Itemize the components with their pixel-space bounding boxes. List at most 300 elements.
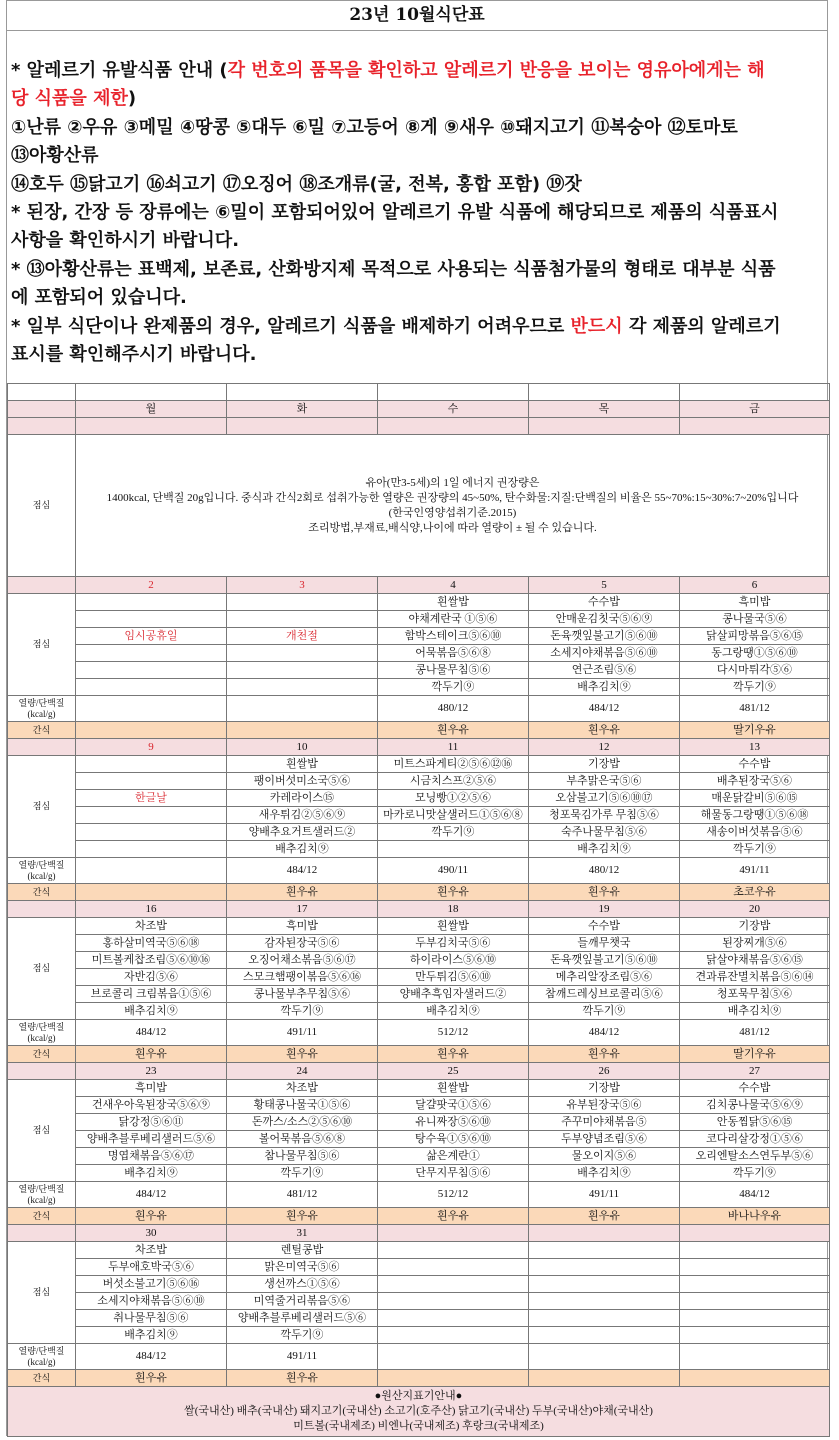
snack-item: 흰우유 (227, 884, 378, 901)
menu-item (680, 1276, 830, 1293)
snack-item (227, 722, 378, 739)
header-spacer-row (8, 418, 830, 435)
menu-item: 미트스파게티②⑤⑥⑫⑯ (378, 756, 529, 773)
notice-sulfite-b: 에 포함되어 있습니다. (11, 287, 187, 309)
energy-guideline: 유아(만3-5세)의 1일 에너지 권장량은 1400kcal, 단백질 20g입니다. 중식과 간식2회로 섭취가능한 열량은 권장량의 45~50%, 탄수화물:지질:단백질의 비율은 55~70%:15~30%:7~20%입니다 (한국인영양섭취기준.2015) 조리방법,부재료,배식양,나이에 따라 열량이 ± 될 수 있습니다. (76, 435, 830, 577)
menu-item: 기장밥 (529, 756, 680, 773)
menu-row (8, 1165, 830, 1182)
menu-item (680, 1310, 830, 1327)
notice-sauce-a: * 된장, 간장 등 장류에는 ⑥밀이 포함되어있어 알레르기 유발 식품에 해당되므로 제품의 식품표시 (11, 202, 779, 224)
energy-value: 490/11 (378, 858, 529, 884)
allergen-list-3: ⑭호두 ⑮닭고기 ⑯쇠고기 ⑰오징어 ⑱조개류(굴, 전복, 홍합 포함) ⑲잣 (11, 173, 582, 195)
menu-item: 배추김치⑨ (378, 1003, 529, 1020)
menu-item: 깍두기⑨ (680, 679, 830, 696)
date-cell: 4 (378, 577, 529, 594)
notice-line-1: * 알레르기 유발식품 안내 (각 번호의 품목을 확인하고 알레르기 반응을 보이는 영유아에게는 해 (11, 60, 765, 81)
date-cell: 3 (227, 577, 378, 594)
menu-row (8, 773, 830, 790)
menu-item (529, 1293, 680, 1310)
weekday-mon: 월 (76, 401, 227, 418)
menu-row (8, 824, 830, 841)
menu-item: 마카로니맛살샐러드①⑤⑥⑧ (378, 807, 529, 824)
menu-item: 미트볼케찹조림⑤⑥⑩⑯ (76, 952, 227, 969)
menu-item (378, 1276, 529, 1293)
menu-item: 흰쌀밥 (378, 918, 529, 935)
menu-item: 코다리살강정①⑤⑥ (680, 1131, 830, 1148)
menu-item: 깍두기⑨ (227, 1003, 378, 1020)
menu-item (76, 824, 227, 841)
menu-item: 다시마튀각⑤⑥ (680, 662, 830, 679)
menu-item: 한글날 (76, 790, 227, 807)
snack-item: 딸기우유 (680, 1046, 830, 1063)
notice-line-2: 당 식품을 제한) (11, 88, 137, 110)
menu-item: 취나물무침⑤⑥ (76, 1310, 227, 1327)
menu-item: 돈육깻잎불고기⑤⑥⑩ (529, 952, 680, 969)
menu-row (8, 1293, 830, 1310)
energy-row (8, 1182, 830, 1208)
menu-item (680, 1293, 830, 1310)
energy-value (227, 696, 378, 722)
date-cell: 27 (680, 1063, 830, 1080)
date-cell: 12 (529, 739, 680, 756)
menu-item: 메추리알장조림⑤⑥ (529, 969, 680, 986)
menu-item: 새우튀김②⑤⑥⑨ (227, 807, 378, 824)
energy-value: 481/12 (227, 1182, 378, 1208)
menu-item: 닭살야채볶음⑤⑥⑮ (680, 952, 830, 969)
snack-item: 초코우유 (680, 884, 830, 901)
week-date-row (8, 901, 830, 918)
snack-item: 흰우유 (227, 1046, 378, 1063)
menu-item: 볼어묵볶음⑤⑥⑧ (227, 1131, 378, 1148)
menu-item: 양배추흑임자샐러드② (378, 986, 529, 1003)
menu-item: 배추김치⑨ (76, 1165, 227, 1182)
menu-item: 깍두기⑨ (378, 679, 529, 696)
menu-item: 배추된장국⑤⑥ (680, 773, 830, 790)
menu-row (8, 756, 830, 773)
menu-item: 자반김⑤⑥ (76, 969, 227, 986)
energy-label: 열량/단백질 (kcal/g) (8, 1182, 76, 1208)
menu-item: 주꾸미야채볶음⑤ (529, 1114, 680, 1131)
menu-item: 건새우아욱된장국⑤⑥⑨ (76, 1097, 227, 1114)
menu-item: 생선까스①⑤⑥ (227, 1276, 378, 1293)
menu-item: 어묵볶음⑤⑥⑧ (378, 645, 529, 662)
snack-item: 흰우유 (378, 1046, 529, 1063)
menu-item: 명엽채볶음⑤⑥⑰ (76, 1148, 227, 1165)
menu-row (8, 918, 830, 935)
energy-row (8, 1020, 830, 1046)
energy-row (8, 858, 830, 884)
menu-item: 오리엔탈소스연두부⑤⑥ (680, 1148, 830, 1165)
menu-item: 렌틸콩밥 (227, 1242, 378, 1259)
date-cell: 26 (529, 1063, 680, 1080)
week-date-row (8, 1063, 830, 1080)
menu-item: 기장밥 (529, 1080, 680, 1097)
menu-row (8, 1259, 830, 1276)
menu-row (8, 790, 830, 807)
menu-item: 유니짜장⑤⑥⑩ (378, 1114, 529, 1131)
menu-item: 흰쌀밥 (227, 756, 378, 773)
lunch-label: 점심 (8, 594, 76, 696)
menu-row (8, 1242, 830, 1259)
menu-item (680, 1327, 830, 1344)
date-cell: 11 (378, 739, 529, 756)
monthly-menu-table (7, 383, 830, 1437)
menu-row (8, 986, 830, 1003)
menu-item: 맑은미역국⑤⑥ (227, 1259, 378, 1276)
menu-row (8, 628, 830, 645)
energy-value: 491/11 (529, 1182, 680, 1208)
menu-row (8, 841, 830, 858)
menu-item: 소세지야채볶음⑤⑥⑩ (76, 1293, 227, 1310)
menu-item: 단무지무침⑤⑥ (378, 1165, 529, 1182)
menu-item: 배추김치⑨ (76, 1003, 227, 1020)
menu-item: 배추김치⑨ (76, 1327, 227, 1344)
snack-item: 흰우유 (529, 1208, 680, 1225)
menu-item (227, 594, 378, 611)
menu-item (378, 841, 529, 858)
menu-row (8, 594, 830, 611)
notice-check-b: 표시를 확인해주시기 바랍니다. (11, 344, 257, 366)
menu-item: 콩나물무침⑤⑥ (378, 662, 529, 679)
menu-item: 깍두기⑨ (227, 1327, 378, 1344)
menu-item: 된장찌개⑤⑥ (680, 935, 830, 952)
energy-value: 481/12 (680, 696, 830, 722)
allergen-list-2: ⑬아황산류 (11, 145, 99, 167)
menu-item: 깍두기⑨ (378, 824, 529, 841)
energy-value: 484/12 (76, 1020, 227, 1046)
notice-sauce-b: 사항을 확인하시기 바랍니다. (11, 230, 240, 252)
snack-item: 딸기우유 (680, 722, 830, 739)
menu-item (76, 679, 227, 696)
weekday-wed: 수 (378, 401, 529, 418)
menu-item: 양배추요거트샐러드② (227, 824, 378, 841)
energy-value (76, 858, 227, 884)
energy-value: 491/11 (227, 1020, 378, 1046)
menu-item: 차조밥 (76, 1242, 227, 1259)
menu-row (8, 1327, 830, 1344)
date-cell: 17 (227, 901, 378, 918)
menu-item (227, 679, 378, 696)
date-cell: 30 (76, 1225, 227, 1242)
menu-item: 개천절 (227, 628, 378, 645)
menu-item: 오삼불고기⑤⑥⑩⑰ (529, 790, 680, 807)
menu-row (8, 611, 830, 628)
date-cell: 31 (227, 1225, 378, 1242)
menu-item: 수수밥 (529, 918, 680, 935)
date-cell: 9 (76, 739, 227, 756)
energy-value: 480/12 (529, 858, 680, 884)
notice-check-a: * 일부 식단이나 완제품의 경우, 알레르기 식품을 배제하기 어려우므로 반드시 각 제품의 알레르기 (11, 315, 781, 337)
snack-item: 바나나우유 (680, 1208, 830, 1225)
energy-value: 512/12 (378, 1020, 529, 1046)
menu-item: 차조밥 (76, 918, 227, 935)
menu-item: 홍하살미역국⑤⑥⑱ (76, 935, 227, 952)
menu-item (227, 611, 378, 628)
snack-item (529, 1370, 680, 1387)
energy-value (76, 696, 227, 722)
menu-item: 수수밥 (680, 1080, 830, 1097)
notice-sulfite-a: * ⑬아황산류는 표백제, 보존료, 산화방지제 목적으로 사용되는 식품첨가물의 형태로 대부분 식품 (11, 258, 776, 280)
menu-item (529, 1276, 680, 1293)
energy-row (8, 1344, 830, 1370)
menu-item: 버섯소불고기⑤⑥⑯ (76, 1276, 227, 1293)
energy-value (378, 1344, 529, 1370)
menu-item: 배추김치⑨ (529, 841, 680, 858)
menu-item: 시금치스프②⑤⑥ (378, 773, 529, 790)
menu-row (8, 662, 830, 679)
menu-item: 두부양념조림⑤⑥ (529, 1131, 680, 1148)
menu-item: 배추김치⑨ (680, 1003, 830, 1020)
menu-item (76, 611, 227, 628)
snack-item: 흰우유 (378, 722, 529, 739)
menu-item: 양배추블루베리샐러드⑤⑥ (76, 1131, 227, 1148)
weekday-thu: 목 (529, 401, 680, 418)
menu-item: 황태콩나물국①⑤⑥ (227, 1097, 378, 1114)
menu-item: 배추김치⑨ (227, 841, 378, 858)
snack-item (378, 1370, 529, 1387)
menu-item: 콩나물국⑤⑥ (680, 611, 830, 628)
date-cell: 10 (227, 739, 378, 756)
menu-row (8, 1114, 830, 1131)
menu-item: 깍두기⑨ (680, 841, 830, 858)
menu-row (8, 1148, 830, 1165)
energy-label: 열량/단백질 (kcal/g) (8, 858, 76, 884)
menu-item (378, 1293, 529, 1310)
date-cell: 5 (529, 577, 680, 594)
snack-label: 간식 (8, 1208, 76, 1225)
snack-item: 흰우유 (378, 1208, 529, 1225)
date-cell: 18 (378, 901, 529, 918)
info-label: 점심 (8, 435, 76, 577)
energy-value (680, 1344, 830, 1370)
menu-item (680, 1242, 830, 1259)
menu-item: 물오이지⑤⑥ (529, 1148, 680, 1165)
menu-item: 해물동그랑땡①⑤⑥⑱ (680, 807, 830, 824)
weekday-header-row (8, 401, 830, 418)
menu-item (378, 1310, 529, 1327)
menu-item: 두부김치국⑤⑥ (378, 935, 529, 952)
menu-item: 수수밥 (680, 756, 830, 773)
week-date-row (8, 1225, 830, 1242)
date-cell: 20 (680, 901, 830, 918)
menu-item: 돈육깻잎불고기⑤⑥⑩ (529, 628, 680, 645)
menu-item: 양배추블루베리샐러드⑤⑥ (227, 1310, 378, 1327)
menu-item: 임시공휴일 (76, 628, 227, 645)
date-cell (378, 1225, 529, 1242)
menu-item: 닭살피망볶음⑤⑥⑮ (680, 628, 830, 645)
energy-value (529, 1344, 680, 1370)
menu-item (227, 645, 378, 662)
menu-row (8, 952, 830, 969)
date-cell: 19 (529, 901, 680, 918)
snack-label: 간식 (8, 1046, 76, 1063)
menu-item (76, 594, 227, 611)
snack-item: 흰우유 (529, 1046, 680, 1063)
energy-value: 512/12 (378, 1182, 529, 1208)
energy-value: 481/12 (680, 1020, 830, 1046)
menu-item: 김치콩나물국⑤⑥⑨ (680, 1097, 830, 1114)
origin-row (8, 1387, 830, 1437)
snack-label: 간식 (8, 884, 76, 901)
menu-row (8, 1310, 830, 1327)
weekday-tue: 화 (227, 401, 378, 418)
menu-item: 돈까스/소스②⑤⑥⑩ (227, 1114, 378, 1131)
energy-value: 484/12 (680, 1182, 830, 1208)
energy-label: 열량/단백질 (kcal/g) (8, 1020, 76, 1046)
weekday-fri: 금 (680, 401, 830, 418)
menu-item (378, 1259, 529, 1276)
menu-item: 탕수육①⑤⑥⑩ (378, 1131, 529, 1148)
menu-item: 연근조림⑤⑥ (529, 662, 680, 679)
menu-item: 팽이버섯미소국⑤⑥ (227, 773, 378, 790)
menu-item (529, 1259, 680, 1276)
menu-item (378, 1327, 529, 1344)
menu-item (76, 773, 227, 790)
snack-item: 흰우유 (378, 884, 529, 901)
snack-item: 흰우유 (529, 722, 680, 739)
menu-item: 깍두기⑨ (227, 1165, 378, 1182)
origin-notice: ●원산지표기안내● 쌀(국내산) 배추(국내산) 돼지고기(국내산) 소고기(호주산) 닭고기(국내산) 두부(국내산)야채(국내산) 미트볼(국내제조) 비엔나(국내제조) 후랑크(국내제조) (8, 1387, 830, 1437)
menu-item: 매운닭갈비⑤⑥⑮ (680, 790, 830, 807)
menu-row (8, 969, 830, 986)
menu-row (8, 935, 830, 952)
lunch-label: 점심 (8, 756, 76, 858)
menu-item: 닭강정⑤⑥⑪ (76, 1114, 227, 1131)
menu-item: 카레라이스⑮ (227, 790, 378, 807)
menu-item: 흑미밥 (680, 594, 830, 611)
menu-item: 견과류잔멸치볶음⑤⑥⑭ (680, 969, 830, 986)
menu-item (378, 1242, 529, 1259)
menu-item: 청포묵무침⑤⑥ (680, 986, 830, 1003)
menu-item: 하이라이스⑤⑥⑩ (378, 952, 529, 969)
energy-value: 484/12 (227, 858, 378, 884)
allergen-list-1: ①난류 ②우유 ③메밀 ④땅콩 ⑤대두 ⑥밀 ⑦고등어 ⑧게 ⑨새우 ⑩돼지고기 ⑪복숭아 ⑫토마토 (11, 116, 738, 138)
menu-item: 오징어채소볶음⑤⑥⑰ (227, 952, 378, 969)
menu-item (76, 645, 227, 662)
menu-item: 청포묵김가루 무침⑤⑥ (529, 807, 680, 824)
energy-value: 484/12 (529, 1020, 680, 1046)
menu-item: 배추김치⑨ (529, 1165, 680, 1182)
page-title: 23년 10월식단표 (7, 1, 827, 31)
menu-item: 깍두기⑨ (680, 1165, 830, 1182)
allergy-notice (7, 31, 827, 383)
date-cell: 13 (680, 739, 830, 756)
menu-item: 야채계란국 ①⑤⑥ (378, 611, 529, 628)
menu-item: 감자된장국⑤⑥ (227, 935, 378, 952)
menu-item (529, 1327, 680, 1344)
menu-row (8, 1080, 830, 1097)
menu-item: 모닝빵①②⑤⑥ (378, 790, 529, 807)
date-cell: 24 (227, 1063, 378, 1080)
menu-item: 브로콜리 크림볶음①⑤⑥ (76, 986, 227, 1003)
menu-item: 기장밥 (680, 918, 830, 935)
snack-row (8, 722, 830, 739)
menu-item (529, 1310, 680, 1327)
menu-row (8, 1276, 830, 1293)
menu-item: 차조밥 (227, 1080, 378, 1097)
menu-item: 배추김치⑨ (529, 679, 680, 696)
energy-value: 484/12 (529, 696, 680, 722)
menu-item (76, 807, 227, 824)
menu-item: 수수밥 (529, 594, 680, 611)
snack-item: 흰우유 (76, 1370, 227, 1387)
menu-item: 삶은계란① (378, 1148, 529, 1165)
menu-row (8, 679, 830, 696)
menu-item: 숙주나물무침⑤⑥ (529, 824, 680, 841)
menu-row (8, 645, 830, 662)
menu-row (8, 1097, 830, 1114)
menu-item (76, 841, 227, 858)
lunch-label: 점심 (8, 918, 76, 1020)
week-date-row (8, 739, 830, 756)
menu-item (227, 662, 378, 679)
menu-item: 깍두기⑨ (529, 1003, 680, 1020)
snack-item: 흰우유 (76, 1046, 227, 1063)
menu-item: 부추맑은국⑤⑥ (529, 773, 680, 790)
menu-item: 유부된장국⑤⑥ (529, 1097, 680, 1114)
snack-row (8, 1208, 830, 1225)
energy-value: 484/12 (76, 1344, 227, 1370)
snack-item: 흰우유 (529, 884, 680, 901)
energy-value: 491/11 (680, 858, 830, 884)
date-cell (529, 1225, 680, 1242)
spacer-row (8, 384, 830, 401)
menu-item (76, 662, 227, 679)
snack-label: 간식 (8, 1370, 76, 1387)
energy-label: 열량/단백질 (kcal/g) (8, 1344, 76, 1370)
menu-item: 흰쌀밥 (378, 1080, 529, 1097)
menu-row (8, 1003, 830, 1020)
lunch-label: 점심 (8, 1242, 76, 1344)
menu-item: 스모크햄팽이볶음⑤⑥⑯ (227, 969, 378, 986)
info-row (8, 435, 830, 577)
snack-item: 흰우유 (227, 1208, 378, 1225)
menu-item: 참나물무침⑤⑥ (227, 1148, 378, 1165)
snack-label: 간식 (8, 722, 76, 739)
menu-row (8, 1131, 830, 1148)
date-cell: 2 (76, 577, 227, 594)
snack-item (680, 1370, 830, 1387)
snack-item (76, 884, 227, 901)
menu-item: 안매운김칫국⑤⑥⑨ (529, 611, 680, 628)
menu-item (529, 1242, 680, 1259)
menu-item: 새송이버섯볶음⑤⑥ (680, 824, 830, 841)
menu-item: 동그랑땡①⑤⑥⑩ (680, 645, 830, 662)
snack-item: 흰우유 (76, 1208, 227, 1225)
menu-page (6, 0, 828, 1436)
snack-row (8, 1046, 830, 1063)
energy-label: 열량/단백질 (kcal/g) (8, 696, 76, 722)
menu-item: 미역줄거리볶음⑤⑥ (227, 1293, 378, 1310)
snack-item: 흰우유 (227, 1370, 378, 1387)
energy-value: 491/11 (227, 1344, 378, 1370)
menu-item: 콩나물부추무침⑤⑥ (227, 986, 378, 1003)
date-cell: 23 (76, 1063, 227, 1080)
menu-item: 달걀팟국①⑤⑥ (378, 1097, 529, 1114)
menu-item (680, 1259, 830, 1276)
menu-item: 들깨무챗국 (529, 935, 680, 952)
snack-row (8, 884, 830, 901)
menu-item: 흰쌀밥 (378, 594, 529, 611)
date-cell: 16 (76, 901, 227, 918)
menu-item: 참깨드레싱브로콜리⑤⑥ (529, 986, 680, 1003)
week-date-row (8, 577, 830, 594)
menu-item: 소세지야채볶음⑤⑥⑩ (529, 645, 680, 662)
menu-row (8, 807, 830, 824)
lunch-label: 점심 (8, 1080, 76, 1182)
date-cell: 25 (378, 1063, 529, 1080)
energy-row (8, 696, 830, 722)
